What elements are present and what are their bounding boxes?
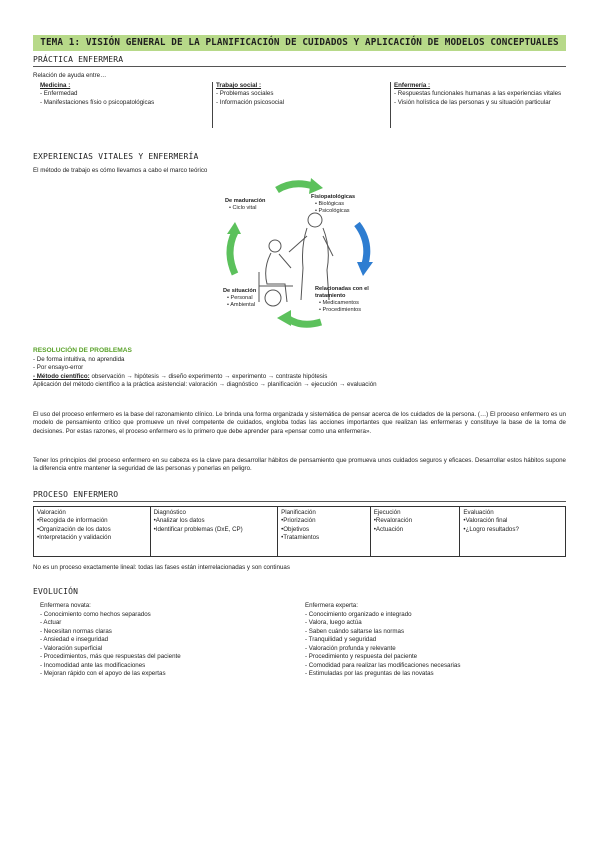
proceso-col-title: Diagnóstico	[153, 509, 186, 516]
experiences-cycle-diagram	[215, 176, 385, 334]
list-item: - Problemas sociales	[216, 90, 274, 98]
section-evolucion-heading: EVOLUCIÓN	[33, 587, 79, 596]
diagram-label-title: De situación	[223, 288, 257, 294]
list-item: •Priorización	[281, 517, 316, 525]
list-item: - Tranquilidad y seguridad	[305, 636, 377, 643]
list-item	[33, 373, 377, 381]
page-title: TEMA 1: VISIÓN GENERAL DE LA PLANIFICACIÓN DE CUIDADOS Y APLICACIÓN DE MODELOS CONCEPTUALES	[33, 35, 566, 51]
arrow-top	[277, 184, 313, 190]
arrowhead-bottom	[277, 310, 291, 326]
proceso-col-title: Evaluación	[463, 509, 494, 516]
proceso-col-title: Ejecución	[373, 509, 401, 516]
list-item: - Necesitan normas claras	[40, 627, 112, 635]
list-item: - Enfermedad	[40, 90, 78, 98]
section-resolucion-heading: RESOLUCIÓN DE PROBLEMAS	[33, 347, 132, 354]
list-item: • Psicológicas	[315, 208, 350, 214]
proceso-col-title: Valoración	[37, 509, 66, 516]
practica-col-title: Trabajo social :	[216, 82, 262, 89]
list-item: - Mejoran rápido con el apoyo de las expertas	[40, 670, 166, 677]
arrowhead-right	[357, 262, 373, 276]
resolucion-paragraph-2: Tener los principios del proceso enfermero en su cabeza es la clave para desarrollar hábitos de pensamiento que promueva unos cuidados seguros y eficaces. Desarrollar estos hábitos supone la diferencia entre mantener la seguridad de las personas y ponerlas en peligro.	[33, 457, 566, 473]
list-item: • Personal	[227, 295, 253, 301]
experiencias-intro: El método de trabajo es cómo llevamos a cabo el marco teórico	[33, 167, 208, 174]
arrow-left	[230, 232, 235, 274]
metodo-label: - Método científico:	[33, 372, 90, 380]
list-item: •Identificar problemas (DxE, CP)	[153, 525, 243, 533]
list-item: • Ambiental	[227, 302, 256, 308]
diagram-label-tratamiento	[315, 286, 381, 314]
metodo-text: observación → hipótesis → diseño experimento → experimento → contraste hipótesis	[89, 372, 328, 380]
diagram-label-title: De maduración	[225, 198, 266, 204]
list-item: • Procedimientos	[319, 307, 362, 313]
list-item: - Respuestas funcionales humanas a las experiencias vitales	[394, 90, 562, 98]
list-item: - Valoración profunda y relevante	[305, 644, 396, 652]
diagram-label-title: Relacionadas con el tratamiento	[315, 286, 369, 299]
list-item: - Estimuladas por las preguntas de las novatas	[305, 670, 434, 677]
section-divider	[33, 66, 566, 67]
list-item: •Actuación	[373, 525, 404, 533]
list-item: •Objetivos	[281, 525, 310, 533]
practica-col-title: Medicina :	[40, 82, 71, 89]
list-item: •Revaloración	[373, 517, 413, 525]
resolucion-list	[33, 356, 377, 389]
arrow-right	[357, 224, 367, 264]
proceso-note: No es un proceso exactamente lineal: todas las fases están interrelacionadas y son continuas	[33, 564, 290, 571]
list-item: • Biológicas	[315, 201, 345, 207]
section-experiencias-heading: EXPERIENCIAS VITALES Y ENFERMERÍA	[33, 152, 199, 161]
evolucion-experta	[305, 602, 565, 679]
proceso-table	[33, 506, 566, 557]
list-item: - Conocimiento organizado e integrado	[305, 610, 412, 618]
list-item: •Analizar los datos	[153, 517, 205, 525]
list-item: - Visión holística de las personas y su situación particular	[394, 98, 551, 106]
proceso-col-ejecucion	[371, 507, 461, 556]
diagram-label-title: Fisiopatológicas	[311, 194, 356, 200]
proceso-col-evaluacion	[460, 507, 565, 556]
proceso-col-diagnostico	[151, 507, 279, 556]
list-item: Aplicación del método científico a la práctica asistencial: valoración → diagnóstico → planificación → ejecución → evaluación	[33, 380, 377, 388]
list-item: • Medicamentos	[319, 300, 359, 306]
list-item: - Manifestaciones físio o psicopatológicas	[40, 98, 155, 106]
section-practica-heading: PRÁCTICA ENFERMERA	[33, 55, 124, 64]
list-item: •Organización de los datos	[37, 525, 111, 533]
list-item: - Procedimiento y respuesta del paciente	[305, 653, 418, 660]
list-item: •Valoración final	[463, 517, 508, 525]
proceso-col-title: Planificación	[281, 509, 316, 516]
list-item: - Por ensayo-error	[33, 364, 84, 372]
list-item: - Saben cuándo saltarse las normas	[305, 627, 405, 635]
evolucion-col-title: Enfermera experta:	[305, 602, 358, 609]
column-divider	[212, 82, 213, 128]
list-item: - Conocimiento como hechos separados	[40, 610, 151, 618]
list-item: - Ansiedad e inseguridad	[40, 636, 109, 643]
section-divider	[33, 501, 566, 502]
list-item: - Actuar	[40, 619, 62, 626]
diagram-label-maduracion	[225, 198, 265, 212]
list-item: - Comodidad para realizar las modificaciones necesarias	[305, 661, 461, 669]
evolucion-novata	[40, 602, 290, 679]
list-item: - Información psicosocial	[216, 98, 285, 106]
list-item: •Tratamientos	[281, 534, 320, 542]
proceso-col-planificacion	[278, 507, 371, 556]
arrowhead-top	[309, 178, 323, 194]
diagram-label-fisiopatologicas	[311, 194, 355, 215]
list-item: - De forma intuitiva, no aprendida	[33, 356, 125, 363]
proceso-col-valoracion	[34, 507, 151, 556]
list-item: - Incomodidad ante las modificaciones	[40, 661, 146, 669]
list-item: •Recogida de información	[37, 517, 108, 525]
list-item: - Valora, luego actúa	[305, 619, 362, 626]
practica-col-title: Enfermería :	[394, 82, 431, 89]
practica-col-trabajo-social	[216, 82, 381, 107]
practica-col-medicina	[40, 82, 205, 107]
evolucion-col-title: Enfermera novata:	[40, 602, 91, 609]
list-item: - Procedimientos, más que respuestas del paciente	[40, 653, 181, 660]
practica-col-enfermeria	[394, 82, 562, 107]
list-item: • Ciclo vital	[229, 205, 257, 211]
diagram-label-situacion	[223, 288, 256, 309]
arrow-bottom	[287, 318, 321, 324]
resolucion-paragraph-1: El uso del proceso enfermero es la base del razonamiento clínico. Le brinda una forma organizada y sistemática de pensar acerca de los cuidados de la persona. (…) El proceso enfermero es un modelo de pensamiento crítico que promueve un nivel competente de cuidados, engloba todas las acciones importantes que realizan las enfermeras y constituye la base de la toma de decisiones. Por estas razones, el proceso enfermero es lo primero que debe aprender para «pensar como una enfermera».	[33, 411, 566, 435]
list-item: •Interpretación y validación	[37, 534, 112, 542]
arrowhead-left	[227, 222, 241, 234]
list-item: - Valoración superficial	[40, 644, 103, 652]
list-item: •¿Logro resultados?	[463, 525, 519, 533]
practica-intro: Relación de ayuda entre…	[33, 72, 107, 79]
section-proceso-heading: PROCESO ENFERMERO	[33, 490, 119, 499]
column-divider	[390, 82, 391, 128]
